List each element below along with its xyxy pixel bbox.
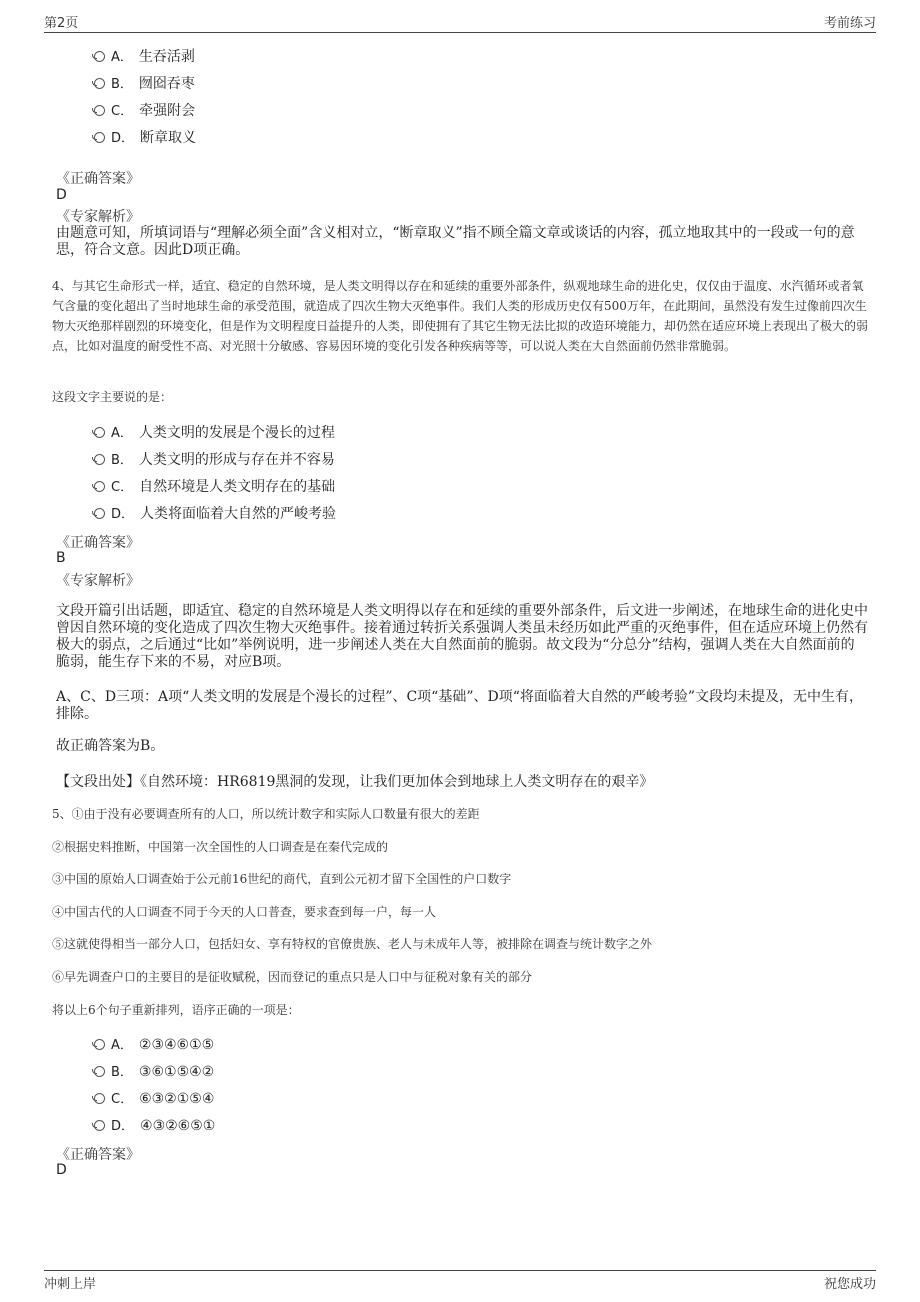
q5-item-3: ③中国的原始人口调查始于公元前16世纪的商代，直到公元初才留下全国性的户口数字 bbox=[52, 872, 512, 886]
option-text: 生吞活剥 bbox=[138, 49, 195, 65]
q5-item-1: 5、①由于没有必要调查所有的人口，所以统计数字和实际人口数量有很大的差距 bbox=[52, 807, 480, 821]
q4-analysis-p3: 故正确答案为B。 bbox=[56, 738, 165, 754]
footer-left: 冲刺上岸 bbox=[44, 1277, 97, 1292]
q3-option-a[interactable] bbox=[94, 46, 195, 66]
q5-option-a[interactable] bbox=[94, 1034, 214, 1054]
q5-item-4: ④中国古代的人口调查不同于今天的人口普查，要求查到每一户，每一人 bbox=[52, 905, 437, 919]
radio-icon[interactable] bbox=[94, 105, 105, 116]
radio-icon[interactable] bbox=[94, 1066, 105, 1077]
q4-answer: B bbox=[56, 550, 66, 566]
q4-answer-label: 《正确答案》 bbox=[56, 535, 140, 551]
option-text: ⑥③②①⑤④ bbox=[139, 1091, 215, 1107]
q5-option-d[interactable] bbox=[94, 1115, 215, 1135]
q4-question: 这段文字主要说的是： bbox=[52, 390, 173, 404]
radio-icon[interactable] bbox=[94, 1120, 105, 1131]
radio-icon[interactable] bbox=[94, 508, 105, 519]
q3-option-b[interactable] bbox=[94, 73, 195, 93]
option-letter: D． bbox=[111, 1119, 135, 1134]
option-letter: A． bbox=[111, 1038, 133, 1053]
option-text: 自然环境是人类文明存在的基础 bbox=[139, 479, 336, 495]
radio-icon[interactable] bbox=[94, 1093, 105, 1104]
footer-right: 祝您成功 bbox=[823, 1277, 876, 1292]
option-text: 人类将面临着大自然的严峻考验 bbox=[140, 506, 337, 522]
q4-option-d[interactable] bbox=[94, 503, 336, 523]
option-letter: D． bbox=[111, 131, 135, 146]
option-letter: B． bbox=[111, 1065, 133, 1080]
radio-icon[interactable] bbox=[94, 427, 105, 438]
q3-answer-label: 《正确答案》 bbox=[56, 171, 140, 187]
q4-analysis-p2: A、C、D三项：A项“人类文明的发展是个漫长的过程”、C项“基础”、D项“将面临着大自然的严峻考验”文段均未提及，无中生有，排除。 bbox=[56, 689, 864, 722]
q3-option-c[interactable] bbox=[94, 100, 195, 120]
q3-answer: D bbox=[56, 187, 67, 203]
q5-question: 将以上6个句子重新排列，语序正确的一项是： bbox=[52, 1003, 300, 1017]
option-text: ④③②⑥⑤① bbox=[140, 1118, 216, 1134]
q3-option-d[interactable] bbox=[94, 127, 196, 147]
radio-icon[interactable] bbox=[94, 132, 105, 143]
option-text: 囫囵吞枣 bbox=[138, 76, 195, 92]
page-header bbox=[44, 12, 876, 33]
q5-item-6: ⑥早先调查户口的主要目的是征收赋税，因而登记的重点只是人口中与征税对象有关的部分 bbox=[52, 970, 533, 984]
q4-option-c[interactable] bbox=[94, 476, 335, 496]
q4-analysis-p1: 文段开篇引出话题，即适宜、稳定的自然环境是人类文明得以存在和延续的重要外部条件，后文进一步阐述，在地球生命的进化史中曾因自然环境的变化造成了四次生物大灭绝事件。接着通过转折关系强调人类虽未经历如此严重的灭绝事件，但在适应环境上仍然有极大的弱点，之后通过“比如”举例说明，进一步阐述人类在大自然面前的脆弱。故文段为“分总分”结构，强调人类在大自然面前的脆弱，能生存下来的不易，对应B项。 bbox=[56, 603, 868, 670]
option-letter: B． bbox=[111, 77, 133, 92]
q3-analysis: 由题意可知，所填词语与“理解必须全面”含义相对立，“断章取义”指不顾全篇文章或谈话的内容，孤立地取其中的一段或一句的意思，符合文意。因此D项正确。 bbox=[56, 225, 855, 258]
q5-option-c[interactable] bbox=[94, 1088, 214, 1108]
option-letter: C． bbox=[111, 104, 134, 119]
option-text: 牵强附会 bbox=[139, 103, 196, 119]
q5-item-2: ②根据史料推断，中国第一次全国性的人口调查是在秦代完成的 bbox=[52, 840, 389, 854]
page-number: 第2页 bbox=[44, 16, 79, 31]
option-letter: A． bbox=[111, 50, 133, 65]
q4-stem: 4、与其它生命形式一样，适宜、稳定的自然环境，是人类文明得以存在和延续的重要外部条件，纵观地球生命的进化史，仅仅由于温度、水汽循环或者氧气含量的变化超出了当时地球生命的承受范围，就造成了四次生物大灭绝事件。我们人类的形成历史仅有500万年，在此期间，虽然没有发生过像前四次生物大灭绝那样剧烈的环境变化，但是作为文明程度日益提升的人类，即使拥有了其它生物无法比拟的改造环境能力，却仍然在适应环境上表现出了极大的弱点，比如对温度的耐受性不高、对光照十分敏感、容易因环境的变化引发各种疾病等等，可以说人类在大自然面前仍然非常脆弱。 bbox=[52, 279, 869, 353]
radio-icon[interactable] bbox=[94, 78, 105, 89]
page-footer bbox=[44, 1270, 876, 1293]
option-text: 断章取义 bbox=[140, 130, 197, 146]
option-text: ③⑥①⑤④② bbox=[138, 1064, 215, 1080]
option-text: ②③④⑥①⑤ bbox=[138, 1037, 215, 1053]
q4-option-b[interactable] bbox=[94, 449, 335, 469]
radio-icon[interactable] bbox=[94, 454, 105, 465]
radio-icon[interactable] bbox=[94, 1039, 105, 1050]
q4-source: 【文段出处】《自然环境：HR6819黑洞的发现，让我们更加体会到地球上人类文明存在的艰辛》 bbox=[56, 774, 654, 790]
option-text: 人类文明的形成与存在并不容易 bbox=[138, 452, 335, 468]
option-letter: D． bbox=[111, 507, 135, 522]
q4-option-a[interactable] bbox=[94, 422, 335, 442]
q4-analysis-label: 《专家解析》 bbox=[56, 573, 140, 589]
option-letter: B． bbox=[111, 453, 133, 468]
option-text: 人类文明的发展是个漫长的过程 bbox=[138, 425, 335, 441]
option-letter: C． bbox=[111, 480, 134, 495]
q5-answer: D bbox=[56, 1162, 67, 1178]
q5-option-b[interactable] bbox=[94, 1061, 214, 1081]
radio-icon[interactable] bbox=[94, 51, 105, 62]
header-title: 考前练习 bbox=[823, 16, 876, 31]
q3-analysis-label: 《专家解析》 bbox=[56, 209, 140, 225]
option-letter: A． bbox=[111, 426, 133, 441]
q5-answer-label: 《正确答案》 bbox=[56, 1147, 140, 1163]
radio-icon[interactable] bbox=[94, 481, 105, 492]
q5-item-5: ⑤这就使得相当一部分人口，包括妇女、享有特权的官僚贵族、老人与未成年人等，被排除在调查与统计数字之外 bbox=[52, 937, 653, 951]
option-letter: C． bbox=[111, 1092, 134, 1107]
